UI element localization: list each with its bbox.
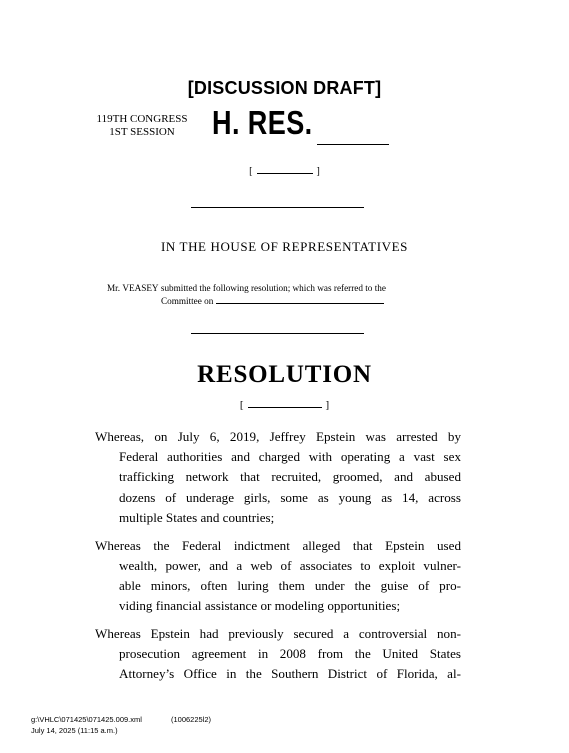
bill-number-blank xyxy=(317,144,389,145)
whereas-line: Whereas Epstein had previously secured a controversial non- xyxy=(95,626,461,641)
congress-session-block xyxy=(92,113,192,139)
bill-type-heading: H. RES. xyxy=(212,104,313,141)
member-prefix: Mr. xyxy=(107,283,121,293)
whereas-line: able minors, often luring them under the guise of pro- xyxy=(119,578,461,593)
resolution-title: RESOLUTION xyxy=(197,361,372,388)
submission-line xyxy=(107,283,386,293)
whereas-line: Federal authorities and charged with operating a vast sex xyxy=(119,449,461,464)
whereas-line: trafficking network that recruited, groomed, and abused xyxy=(119,469,461,484)
whereas-line: multiple States and countries; xyxy=(119,510,275,525)
committee-label: Committee on xyxy=(161,296,214,306)
whereas-line: Attorney’s Office in the Southern District of Florida, al- xyxy=(119,666,461,681)
bill-bracket-placeholder: [ ] xyxy=(249,166,320,177)
whereas-line: Whereas, on July 6, 2019, Jeffrey Epstein was arrested by xyxy=(95,429,461,444)
divider-rule xyxy=(191,207,364,208)
whereas-line: viding financial assistance or modeling opportunities; xyxy=(119,598,401,613)
chamber-heading: IN THE HOUSE OF REPRESENTATIVES xyxy=(161,239,408,254)
whereas-line: wealth, power, and a web of associates to exploit vulner- xyxy=(119,558,461,573)
committee-blank xyxy=(216,297,384,304)
discussion-draft-label: [DISCUSSION DRAFT] xyxy=(187,78,382,98)
footer-date: July 14, 2025 (11:15 a.m.) xyxy=(31,726,118,735)
member-name: VEASEY xyxy=(122,283,159,293)
resolution-bracket-placeholder: [ ] xyxy=(239,399,330,411)
divider-rule xyxy=(191,333,364,334)
whereas-line: Whereas the Federal indictment alleged that Epstein used xyxy=(95,538,461,553)
footer-doc-id: (1006225l2) xyxy=(171,715,212,724)
whereas-line: dozens of underage girls, some as young as 14, across xyxy=(119,490,461,505)
footer-file-path: g:\VHLC\071425\071425.009.xml xyxy=(31,715,142,724)
submission-text: submitted the following resolution; which was referred to the xyxy=(160,283,386,293)
whereas-line: prosecution agreement in 2008 from the United States xyxy=(119,646,461,661)
committee-line xyxy=(161,296,384,306)
congress-label: 119TH CONGRESS xyxy=(96,113,188,125)
session-label: 1ST SESSION xyxy=(109,126,175,138)
